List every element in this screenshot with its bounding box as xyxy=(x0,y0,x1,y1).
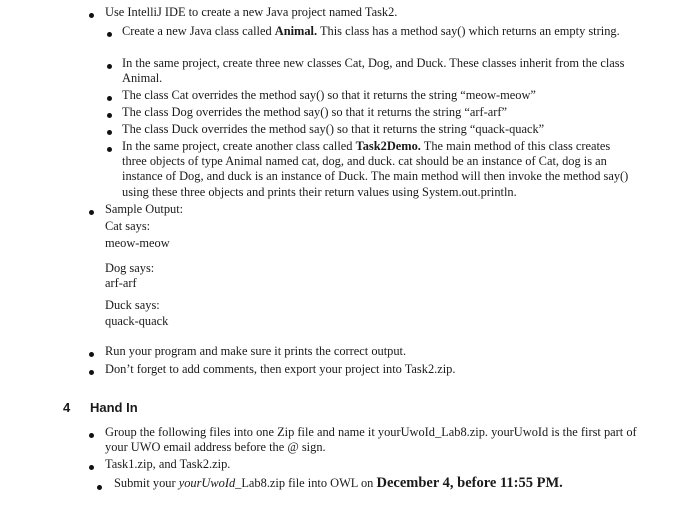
cat-class-item: The class Cat overrides the method say() so that it returns the string “meow-meow” xyxy=(122,88,536,102)
section-title: Hand In xyxy=(90,400,138,415)
group-files-item: Group the following files into one Zip file and name it yourUwoId_Lab8.zip. yourUwoId is the first part of your UWO email address before the @ sign. xyxy=(105,425,637,455)
sample-dog-value: arf-arf xyxy=(105,276,137,290)
run-program-item: Run your program and make sure it prints the correct output. xyxy=(105,344,407,358)
bullet xyxy=(107,64,112,69)
bullet xyxy=(107,147,112,152)
files-list-item: Task1.zip, and Task2.zip. xyxy=(105,457,231,471)
task2demo-item: In the same project, create another class called Task2Demo. The main method of this class creates three objects of type Animal named cat, dog, and duck. cat should be an instance of Cat, dog is an instance of Dog, and duck is an instance of Duck. The main method will then invoke the method say() using these three objects and prints their return values using System.out.println. xyxy=(122,139,629,199)
section-number: 4 xyxy=(63,400,71,415)
sample-dog-says: Dog says: xyxy=(105,261,155,275)
animal-class-name: Animal. xyxy=(274,24,318,38)
your-uwo-id: yourUwoId xyxy=(178,476,236,490)
sample-duck-value: quack-quack xyxy=(105,314,169,328)
animal-class-item: Create a new Java class called Animal. This class has a method say() which returns an empty string. xyxy=(122,24,620,38)
bullet xyxy=(89,433,94,438)
task2demo-class-name: Task2Demo. xyxy=(355,139,421,153)
duck-class-item: The class Duck overrides the method say() so that it returns the string “quack-quack” xyxy=(122,122,545,136)
bullet xyxy=(89,465,94,470)
bullet xyxy=(107,96,112,101)
bullet xyxy=(107,130,112,135)
submit-item: Submit your yourUwoId_Lab8.zip file into OWL on December 4, before 11:55 PM. xyxy=(114,475,563,491)
bullet xyxy=(89,13,94,18)
sample-cat-says: Cat says: xyxy=(105,219,151,233)
sample-cat-value: meow-meow xyxy=(105,236,170,250)
comments-item: Don’t forget to add comments, then export your project into Task2.zip. xyxy=(105,362,456,376)
bullet xyxy=(97,485,102,490)
bullet xyxy=(89,370,94,375)
bullet xyxy=(107,32,112,37)
sample-duck-says: Duck says: xyxy=(105,298,160,312)
bullet xyxy=(89,210,94,215)
due-date: December 4, before 11:55 PM. xyxy=(376,475,563,491)
task2-intro: Use IntelliJ IDE to create a new Java project named Task2. xyxy=(105,5,398,19)
subclasses-item: In the same project, create three new classes Cat, Dog, and Duck. These classes inherit from the class Animal. xyxy=(122,56,625,86)
bullet xyxy=(89,352,94,357)
sample-output-label: Sample Output: xyxy=(105,202,184,216)
bullet xyxy=(107,113,112,118)
dog-class-item: The class Dog overrides the method say() so that it returns the string “arf-arf” xyxy=(122,105,508,119)
